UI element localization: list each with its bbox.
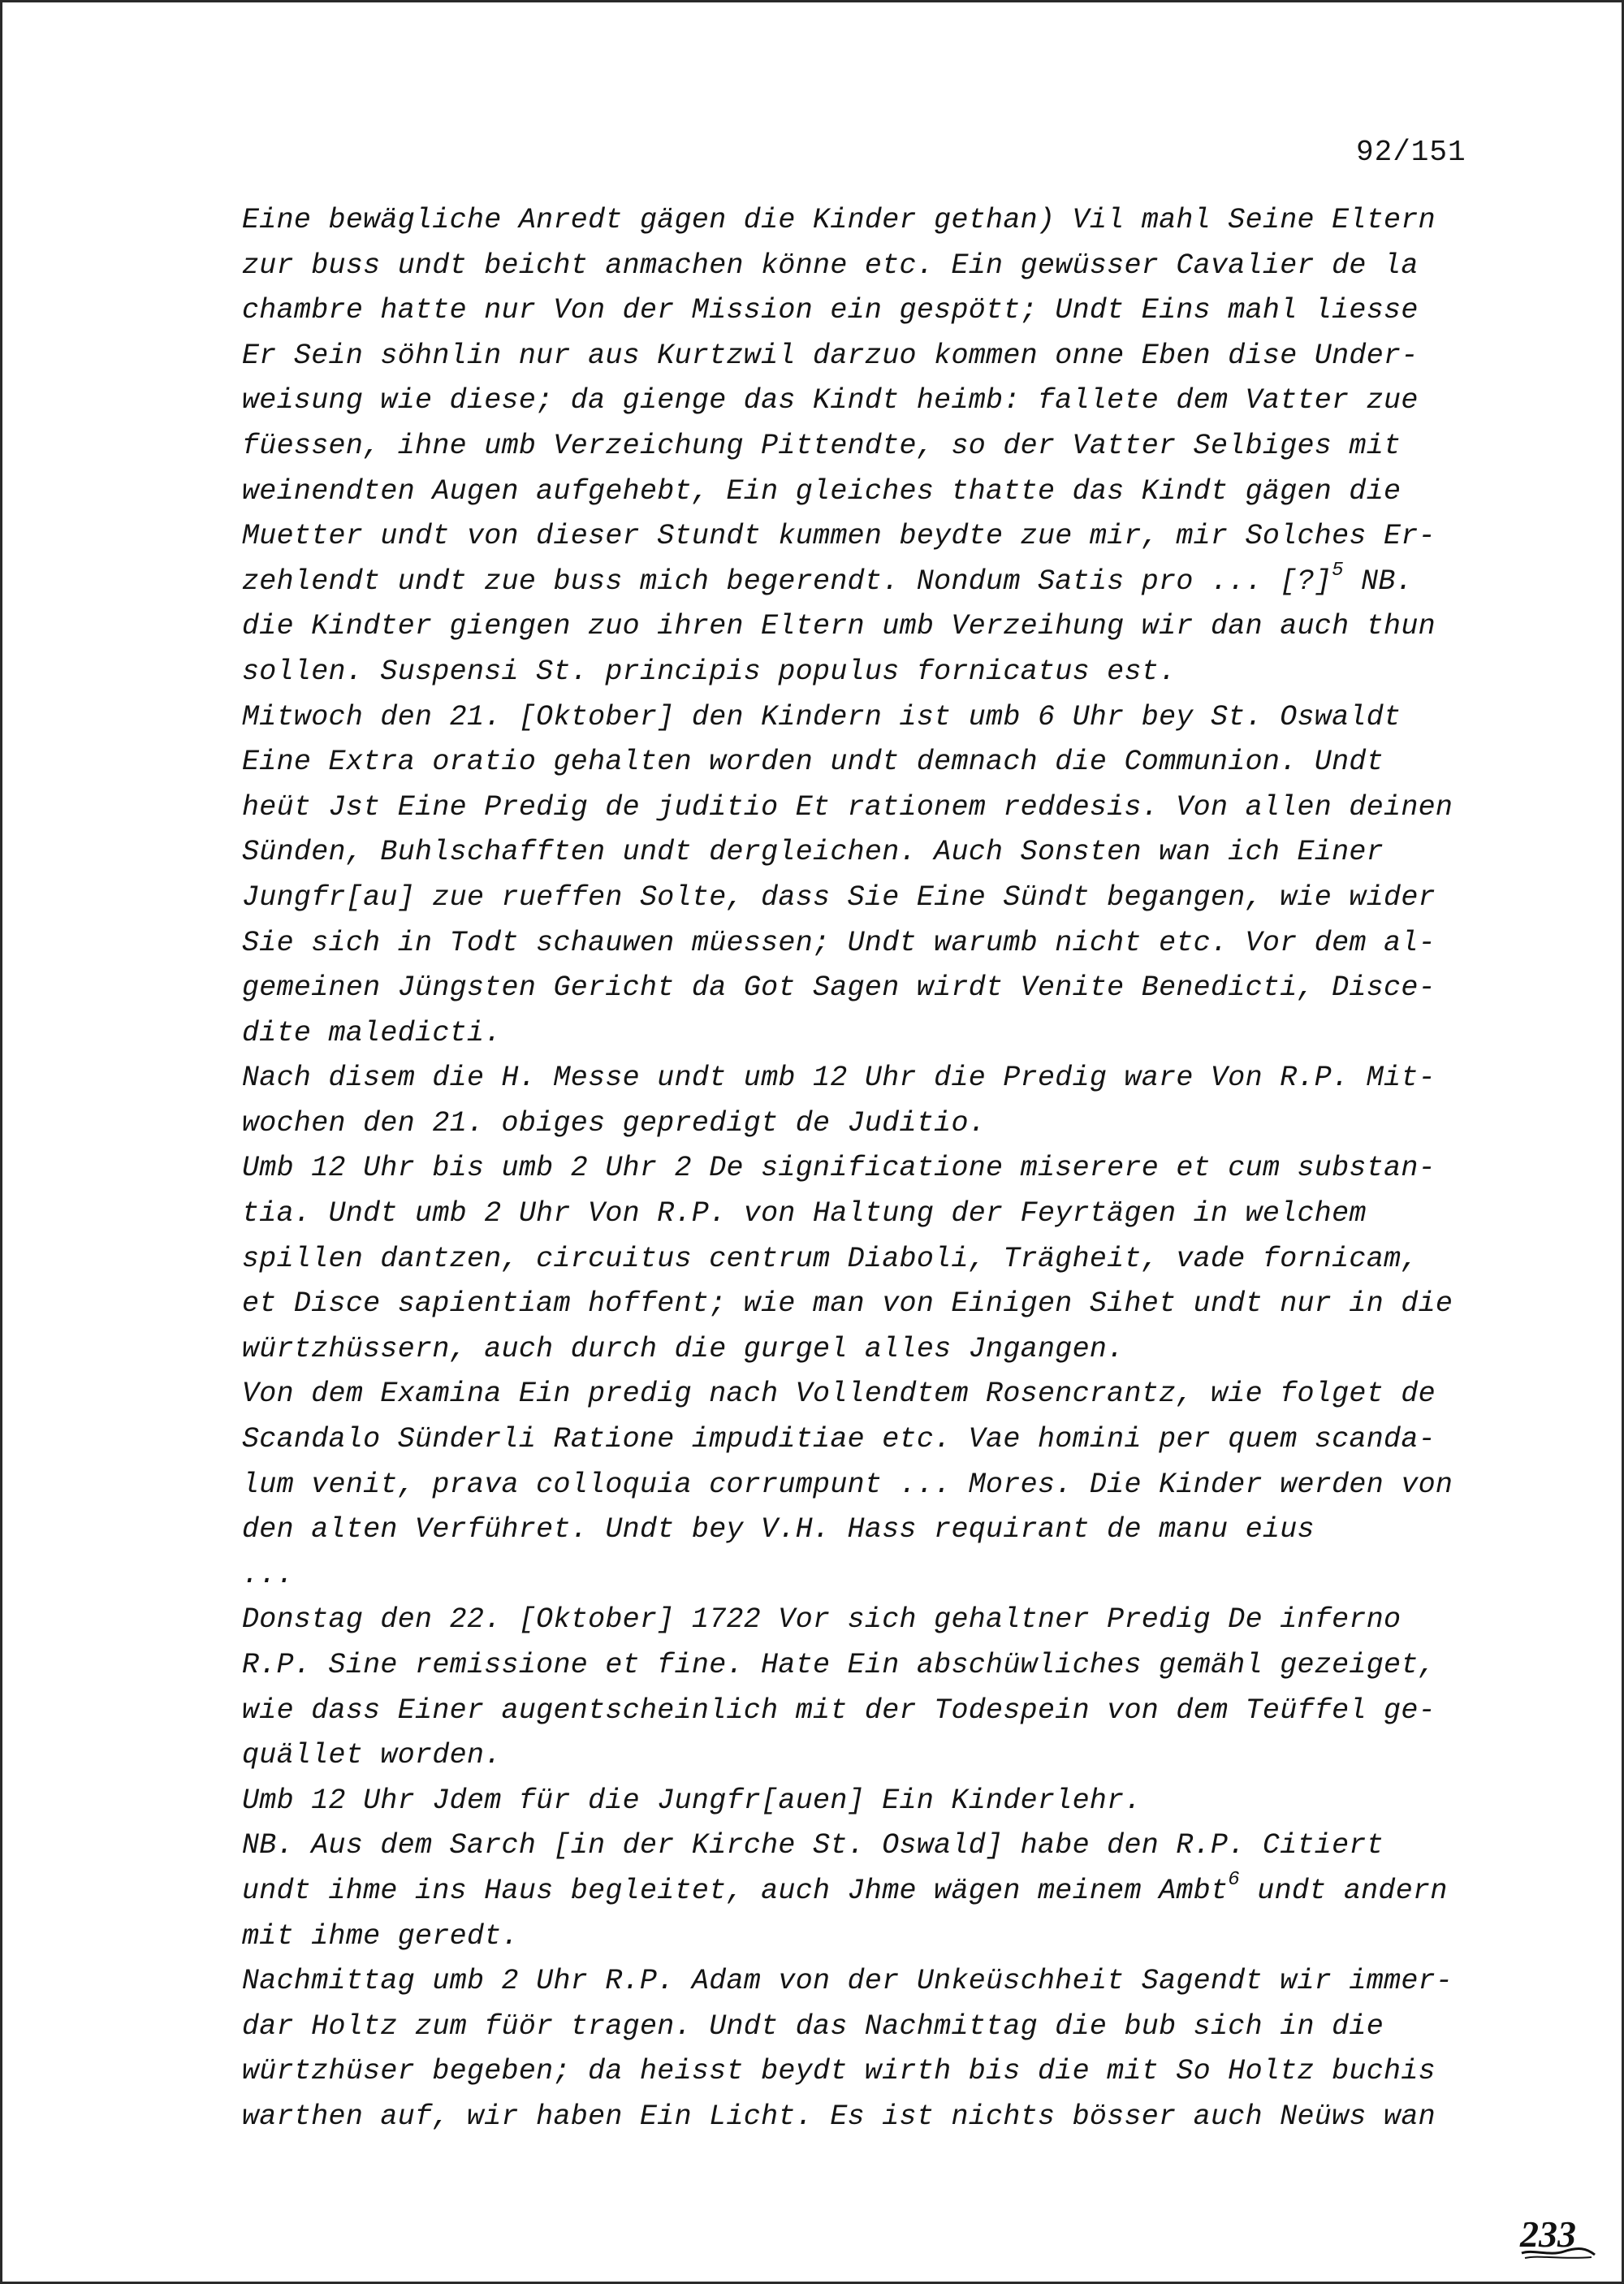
text-line xyxy=(242,1282,1509,1327)
line-text: et Disce sapientiam hoffent; wie man von Einigen Sihet undt nur in die xyxy=(242,1287,1453,1321)
text-line xyxy=(242,1417,1509,1463)
line-text: zehlendt undt zue buss mich begerendt. Nondum Satis pro ... [?] xyxy=(242,565,1332,598)
stamp-number-text: 233 xyxy=(1520,2213,1576,2255)
line-text: Nach disem die H. Messe undt umb 12 Uhr die Predig ware Von R.P. Mit- xyxy=(242,1062,1436,1095)
text-line xyxy=(242,2005,1509,2050)
line-text: lum venit, prava colloquia corrumpunt ... Mores. Die Kinder werden von xyxy=(242,1468,1453,1501)
text-line xyxy=(242,1237,1509,1283)
line-text: warthen auf, wir haben Ein Licht. Es ist nichts bösser auch Neüws wan xyxy=(242,2100,1436,2133)
line-text: mit ihme geredt. xyxy=(242,1919,519,1953)
text-line xyxy=(242,2095,1509,2140)
archive-stamp-233 xyxy=(1517,2211,1598,2261)
text-line xyxy=(242,469,1509,515)
line-text: Er Sein söhnlin nur aus Kurtzwil darzuo kommen onne Eben dise Under- xyxy=(242,339,1419,372)
line-text: Sie sich in Todt schauwen müessen; Undt warumb nicht etc. Vor dem al- xyxy=(242,926,1436,959)
line-text-continuation: NB. xyxy=(1343,565,1414,598)
transcription-body xyxy=(242,198,1509,2140)
text-line xyxy=(242,1643,1509,1689)
text-line xyxy=(242,1011,1509,1057)
line-text: Sünden, Buhlschafften undt dergleichen. Auch Sonsten wan ich Einer xyxy=(242,836,1384,869)
text-line xyxy=(242,379,1509,424)
line-text: weinendten Augen aufgehebt, Ein gleiches thatte das Kindt gägen die xyxy=(242,474,1402,508)
text-line xyxy=(242,1508,1509,1553)
line-text: gemeinen Jüngsten Gericht da Got Sagen wirdt Venite Benedicti, Disce- xyxy=(242,971,1436,1005)
text-line xyxy=(242,1553,1509,1598)
line-text: wochen den 21. obiges gepredigt de Juditio. xyxy=(242,1106,987,1140)
text-line xyxy=(242,740,1509,785)
line-text: Umb 12 Uhr Jdem für die Jungfr[auen] Ein Kinderlehr. xyxy=(242,1784,1142,1817)
line-text: chambre hatte nur Von der Mission ein gespött; Undt Eins mahl liesse xyxy=(242,294,1419,327)
line-text: Umb 12 Uhr bis umb 2 Uhr 2 De significatione miserere et cum substan- xyxy=(242,1152,1436,1185)
text-line xyxy=(242,1869,1509,1914)
text-line xyxy=(242,1146,1509,1192)
text-line xyxy=(242,1101,1509,1147)
text-line xyxy=(242,1192,1509,1237)
line-text-continuation: undt andern xyxy=(1240,1874,1448,1907)
line-text: weisung wie diese; da gienge das Kindt heimb: fallete dem Vatter zue xyxy=(242,384,1419,417)
line-text: den alten Verführet. Undt bey V.H. Hass requirant de manu eius xyxy=(242,1513,1315,1546)
line-text: quället worden. xyxy=(242,1739,502,1772)
scan-edge-left xyxy=(0,0,2,2284)
line-text: ... xyxy=(242,1558,294,1591)
line-text: Muetter undt von dieser Stundt kummen beydte zue mir, mir Solches Er- xyxy=(242,520,1436,553)
line-text: tia. Undt umb 2 Uhr Von R.P. von Haltung der Feyrtägen in welchem xyxy=(242,1197,1367,1231)
line-text: zur buss undt beicht anmachen könne etc. Ein gewüsser Cavalier de la xyxy=(242,249,1419,282)
text-line xyxy=(242,1056,1509,1101)
text-line xyxy=(242,1823,1509,1869)
text-line xyxy=(242,424,1509,469)
text-line xyxy=(242,334,1509,379)
line-text: wie dass Einer augentscheinlich mit der Todespein von dem Teüffel ge- xyxy=(242,1694,1436,1727)
line-text: füessen, ihne umb Verzeichung Pittendte, so der Vatter Selbiges mit xyxy=(242,429,1402,462)
text-line xyxy=(242,198,1509,244)
text-line xyxy=(242,1689,1509,1734)
line-text: undt ihme ins Haus begleitet, auch Jhme wägen meinem Ambt xyxy=(242,1874,1229,1907)
line-text: Eine bewägliche Anredt gägen die Kinder gethan) Vil mahl Seine Eltern xyxy=(242,204,1436,236)
text-line xyxy=(242,1914,1509,1960)
line-text: würtzhüssern, auch durch die gurgel alles Jngangen. xyxy=(242,1332,1125,1365)
text-line xyxy=(242,650,1509,695)
text-line xyxy=(242,695,1509,741)
line-text: dar Holtz zum füör tragen. Undt das Nachmittag die bub sich in die xyxy=(242,2009,1384,2043)
text-line xyxy=(242,966,1509,1011)
text-line xyxy=(242,244,1509,289)
line-text: Donstag den 22. [Oktober] 1722 Vor sich gehaltner Predig De inferno xyxy=(242,1603,1402,1637)
footnote-marker: 5 xyxy=(1332,560,1344,582)
text-line xyxy=(242,2049,1509,2095)
line-text: sollen. Suspensi St. principis populus fornicatus est. xyxy=(242,655,1177,688)
scan-edge-top xyxy=(0,0,1624,2)
line-text: NB. Aus dem Sarch [in der Kirche St. Oswald] habe den R.P. Citiert xyxy=(242,1829,1384,1862)
text-line xyxy=(242,514,1509,560)
text-line xyxy=(242,785,1509,831)
text-line xyxy=(242,921,1509,967)
text-line xyxy=(242,288,1509,334)
text-line xyxy=(242,1372,1509,1417)
text-line xyxy=(242,1779,1509,1824)
text-line xyxy=(242,560,1509,605)
line-text: Nachmittag umb 2 Uhr R.P. Adam von der Unkeüschheit Sagendt wir immer- xyxy=(242,1965,1453,1998)
line-text: heüt Jst Eine Predig de juditio Et rationem reddesis. Von allen deinen xyxy=(242,790,1453,824)
text-line xyxy=(242,1733,1509,1779)
text-line xyxy=(242,876,1509,921)
line-text: Eine Extra oratio gehalten worden undt demnach die Communion. Undt xyxy=(242,746,1384,779)
line-text: die Kindter giengen zuo ihren Eltern umb Verzeihung wir dan auch thun xyxy=(242,610,1436,643)
line-text: Von dem Examina Ein predig nach Vollendtem Rosencrantz, wie folget de xyxy=(242,1378,1436,1411)
line-text: Mitwoch den 21. [Oktober] den Kindern ist umb 6 Uhr bey St. Oswaldt xyxy=(242,700,1402,733)
text-line xyxy=(242,1327,1509,1373)
text-line xyxy=(242,1959,1509,2005)
line-text: R.P. Sine remissione et fine. Hate Ein abschüwliches gemähl gezeiget, xyxy=(242,1649,1436,1681)
line-text: würtzhüser begeben; da heisst beydt wirth bis die mit So Holtz buchis xyxy=(242,2055,1436,2088)
text-line xyxy=(242,1463,1509,1508)
page-number: 92/151 xyxy=(1356,136,1466,169)
text-line xyxy=(242,830,1509,876)
line-text: dite maledicti. xyxy=(242,1016,502,1049)
footnote-marker: 6 xyxy=(1228,1869,1240,1892)
line-text: Jungfr[au] zue rueffen Solte, dass Sie Eine Sündt begangen, wie wider xyxy=(242,880,1436,914)
text-line xyxy=(242,604,1509,650)
line-text: spillen dantzen, circuitus centrum Diaboli, Trägheit, vade fornicam, xyxy=(242,1242,1419,1275)
text-line xyxy=(242,1598,1509,1643)
line-text: Scandalo Sünderli Ratione impuditiae etc. Vae homini per quem scanda- xyxy=(242,1423,1436,1456)
